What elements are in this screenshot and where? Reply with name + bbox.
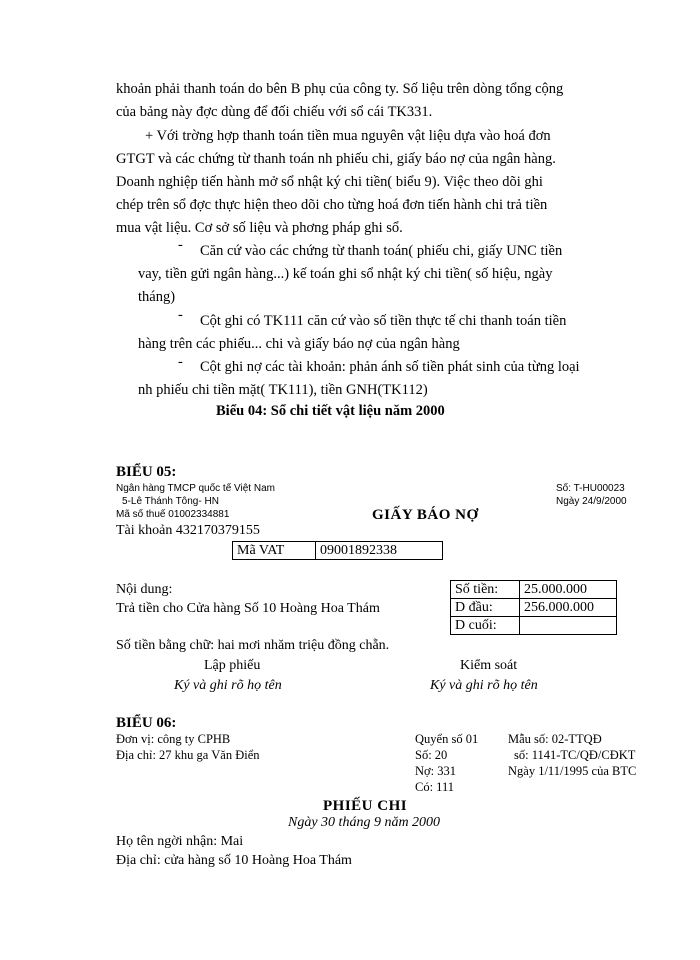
- body-line-1: khoản phải thanh toán do bên B phụ của công ty. Số liệu trên dòng tổng cộng: [116, 81, 564, 97]
- sign-right-note: Ký và ghi rõ họ tên: [430, 678, 538, 693]
- closing-balance-value: [520, 617, 617, 635]
- table-row: [451, 581, 617, 599]
- figure-caption: Biểu 04: Sổ chi tiết vật liệu năm 2000: [216, 403, 445, 419]
- bullet-3-line-2: nh phiếu chi tiền mặt( TK111), tiền GNH(TK112): [138, 382, 428, 398]
- bullet-dash: -: [178, 307, 183, 323]
- bullet-2-line-1: Cột ghi có TK111 căn cứ vào số tiền thực tế chi thanh toán tiền: [200, 313, 567, 329]
- content-label: Nội dung:: [116, 582, 173, 597]
- table-row: [451, 617, 617, 635]
- opening-balance-value: 256.000.000: [520, 599, 617, 617]
- bullet-dash: -: [178, 354, 183, 370]
- recipient-name: Họ tên ngời nhận: Mai: [116, 834, 244, 849]
- bullet-1-line-1: Căn cứ vào các chứng từ thanh toán( phiếu chi, giấy UNC tiền: [200, 243, 563, 259]
- vat-value: 09001892338: [316, 542, 443, 560]
- content-text: Trả tiền cho Cửa hàng Số 10 Hoàng Hoa Thám: [116, 601, 380, 616]
- bank-address: 5-Lê Thánh Tông- HN: [122, 496, 219, 507]
- bullet-3-line-1: Cột ghi nợ các tài khoản: phản ánh số tiền phát sinh của từng loại: [200, 359, 580, 375]
- recipient-address: Địa chỉ: cửa hàng số 10 Hoàng Hoa Thám: [116, 853, 352, 868]
- body-line-5: Doanh nghiệp tiến hành mở sổ nhật ký chi tiền( biểu 9). Việc theo dõi ghi: [116, 174, 543, 190]
- book-number: Quyển số 01: [415, 732, 479, 746]
- unit-address: Địa chỉ: 27 khu ga Văn Điển: [116, 748, 260, 762]
- sign-left-note: Ký và ghi rõ họ tên: [174, 678, 282, 693]
- opening-balance-label: D đầu:: [451, 599, 520, 617]
- voucher-date: Ngày 30 tháng 9 năm 2000: [288, 815, 441, 830]
- table-row: [451, 599, 617, 617]
- doc-date: Ngày 24/9/2000: [556, 496, 627, 507]
- amount-label: Số tiền:: [451, 581, 520, 599]
- sign-left-title: Lập phiếu: [204, 658, 261, 673]
- amount-table: [450, 580, 617, 635]
- bieu06-heading: BIỂU 06:: [116, 715, 177, 731]
- credit-account: Có: 111: [415, 780, 455, 794]
- bank-name: Ngân hàng TMCP quốc tế Việt Nam: [116, 483, 275, 494]
- decision-number: số: 1141-TC/QĐ/CĐKT: [514, 748, 636, 762]
- payment-voucher-title: PHIẾU CHI: [323, 798, 408, 814]
- body-line-7: mua vật liệu. Cơ sở số liệu và phơng pháp ghi sổ.: [116, 220, 403, 236]
- sign-right-title: Kiểm soát: [460, 658, 518, 673]
- tax-code: Mã số thuế 01002334881: [116, 509, 230, 520]
- debit-note-title: GIẤY BÁO NỢ: [372, 507, 479, 523]
- form-number: Mẫu số: 02-TTQĐ: [508, 732, 602, 746]
- debit-account: Nợ: 331: [415, 764, 456, 778]
- decision-date: Ngày 1/11/1995 của BTC: [508, 764, 637, 778]
- unit-name: Đơn vị: công ty CPHB: [116, 732, 231, 746]
- vat-label: Mã VAT: [233, 542, 316, 560]
- amount-in-words: Số tiền bằng chữ: hai mơi nhăm triệu đồng chẵn.: [116, 638, 390, 653]
- vat-table: [232, 541, 443, 560]
- body-line-4: GTGT và các chứng từ thanh toán nh phiếu chi, giấy báo nợ của ngân hàng.: [116, 151, 556, 167]
- bullet-2-line-2: hàng trên các phiếu... chi và giấy báo nợ của ngân hàng: [138, 336, 460, 352]
- body-line-3: + Với trờng hợp thanh toán tiền mua nguyên vật liệu dựa vào hoá đơn: [145, 128, 551, 144]
- bieu05-heading: BIỂU 05:: [116, 464, 177, 480]
- bullet-dash: -: [178, 237, 183, 253]
- closing-balance-label: D cuối:: [451, 617, 520, 635]
- voucher-number: Số: 20: [415, 748, 448, 762]
- bullet-1-line-2: vay, tiền gửi ngân hàng...) kế toán ghi sổ nhật ký chi tiền( số hiệu, ngày: [138, 266, 553, 282]
- doc-number: Số: T-HU00023: [556, 483, 625, 494]
- body-line-2: của bảng này đợc dùng để đối chiếu với sổ cái TK331.: [116, 104, 433, 120]
- account-number: Tài khoản 432170379155: [116, 523, 260, 538]
- amount-value: 25.000.000: [520, 581, 617, 599]
- body-line-6: chép trên sổ đợc thực hiện theo dõi cho từng hoá đơn tiến hành chi trả tiền: [116, 197, 548, 213]
- bullet-1-line-3: tháng): [138, 289, 176, 305]
